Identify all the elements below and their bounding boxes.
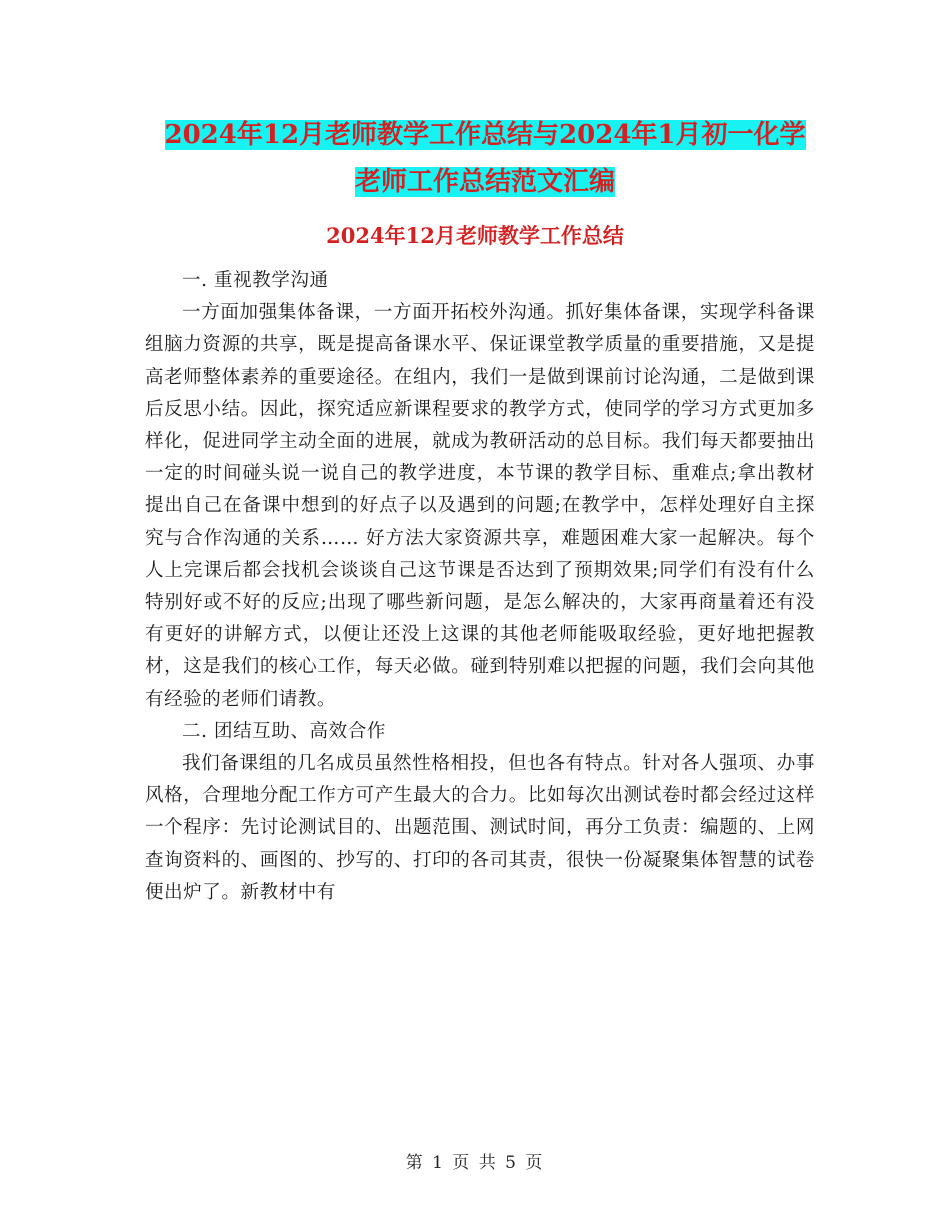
heading-1: 一. 重视教学沟通 [182, 270, 329, 291]
paragraph-1: 一方面加强集体备课，一方面开拓校外沟通。抓好集体备课，实现学科备课组脑力资源的共享，既是提高备课水平、保证课堂教学质量的重要措施，又是提高老师整体素养的重要途径。在组内，我们一是做到课前讨论沟通，二是做到课后反思小结。因此，探究适应新课程要求的教学方式，使同学的学习方式更加多样化，促进同学主动全面的进展，就成为教研活动的总目标。我们每天都要抽出一定的时间碰头说一说自己的教学进度，本节课的教学目标、重难点;拿出教材提出自己在备课中想到的好点子以及遇到的问题;在教学中，怎样处理好自主探究与合作沟通的关系…… 好方法大家资源共享，难题困难大家一起解决。每个人上完课后都会找机会谈谈自己这节课是否达到了预期效果;同学们有没有什么特别好或不好的反应;出现了哪些新问题，是怎么解决的，大家再商量着还有没有更好的讲解方式，以便让还没上这课的其他老师能吸取经验，更好地把握教材，这是我们的核心工作，每天必做。碰到特别难以把握的问题，我们会向其他有经验的老师们请教。 [145, 302, 815, 710]
section-title: 2024年12月老师教学工作总结 [326, 223, 624, 248]
heading-2: 二. 团结互助、高效合作 [182, 720, 386, 742]
document-title [160, 112, 810, 206]
document-title-text: 2024年12月老师教学工作总结与2024年1月初一化学老师工作总结范文汇编 [164, 120, 806, 197]
document-body [145, 265, 815, 909]
page-footer: 第 1 页 共 5 页 [405, 1153, 545, 1173]
paragraph-2: 我们备课组的几名成员虽然性格相投，但也各有特点。针对各人强项、办事风格，合理地分配工作方可产生最大的合力。比如每次出测试卷时都会经过这样一个程序：先讨论测试目的、出题范围、测试时间，再分工负责：编题的、上网查询资料的、画图的、抄写的、打印的各司其责，很快一份凝聚集体智慧的试卷便出炉了。新教材中有 [145, 753, 815, 903]
